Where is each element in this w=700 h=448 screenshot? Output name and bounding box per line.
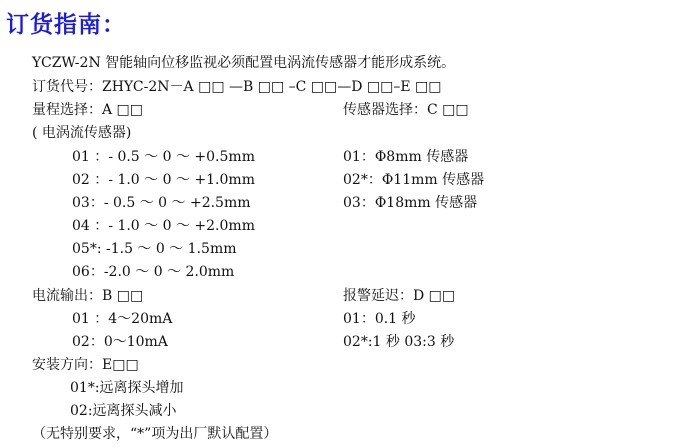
range-item: 05*: -1.5 ～ 0 ～ 1.5mm — [72, 241, 237, 257]
sensor-item: 03：Φ18mm 传感器 — [343, 195, 478, 211]
install-label: 安装方向：E□□ — [32, 357, 139, 373]
alarm-item: 02*:1 秒 03:3 秒 — [343, 334, 455, 350]
range-item: 06：-2.0 ～ 0 ～ 2.0mm — [72, 264, 235, 280]
current-item: 02：0～10mA — [72, 334, 168, 350]
range-label: 量程选择：A □□ — [32, 102, 144, 118]
current-item: 01 ：4～20mA — [72, 311, 173, 327]
range-sub-label: ( 电涡流传感器) — [32, 125, 132, 141]
intro-text: YCZW-2N 智能轴向位移监视必须配置电涡流传感器才能形成系统。 — [32, 55, 456, 71]
install-item: 02:远离探头减小 — [70, 403, 177, 419]
current-label: 电流输出：B □□ — [32, 288, 144, 304]
install-item: 01*:远离探头增加 — [70, 380, 184, 396]
footnote: （无特别要求，“*”项为出厂默认配置） — [32, 426, 278, 442]
alarm-label: 报警延迟：D □□ — [343, 288, 456, 304]
range-item: 02 ：- 1.0 ～ 0 ～ +1.0mm — [72, 172, 255, 188]
range-item: 04 ：- 1.0 ～ 0 ～ +2.0mm — [72, 218, 255, 234]
page-title: 订货指南： — [6, 12, 126, 38]
sensor-label: 传感器选择：C □□ — [343, 102, 469, 118]
range-item: 03：- 0.5 ～ 0 ～ +2.5mm — [72, 195, 251, 211]
alarm-item: 01：0.1 秒 — [343, 311, 416, 327]
order-code: 订货代号：ZHYC-2N－A □□ —B □□ –C □□—D □□–E □□ — [32, 79, 442, 95]
sensor-item: 01：Φ8mm 传感器 — [343, 149, 469, 165]
range-item: 01 ：- 0.5 ～ 0 ～ +0.5mm — [72, 149, 255, 165]
sensor-item: 02*：Φ11mm 传感器 — [343, 172, 485, 188]
